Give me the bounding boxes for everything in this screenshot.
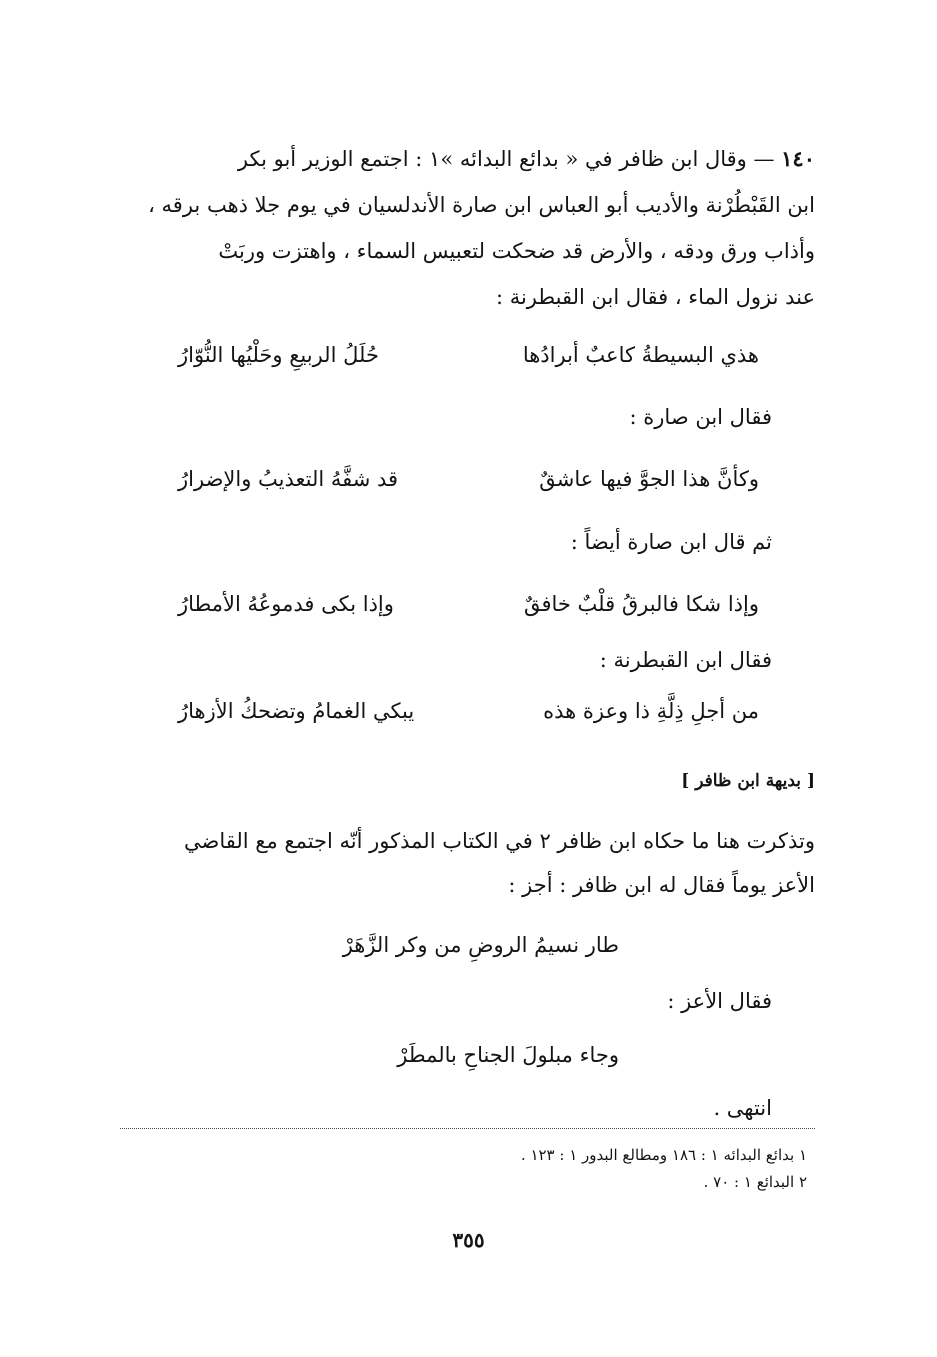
page-number: ٣٥٥ bbox=[452, 1228, 485, 1252]
section-heading: [ بديهة ابن ظافر ] bbox=[681, 771, 815, 791]
verse-2-first-hemistich: وكأنَّ هذا الجوَّ فيها عاشقٌ bbox=[539, 467, 759, 491]
intro-line-3: ثم قال ابن صارة أيضاً : bbox=[570, 530, 772, 554]
paragraph-2-line-2: الأعز يوماً فقال له ابن ظافر : أجز : bbox=[508, 873, 815, 897]
intro-line-4: فقال ابن القبطرنة : bbox=[599, 648, 772, 672]
verse-4-second-hemistich: يبكي الغمامُ وتضحكُ الأزهارُ bbox=[178, 699, 415, 723]
verse-3-first-hemistich: وإذا شكا فالبرقُ قلْبٌ خافقٌ bbox=[523, 592, 759, 616]
paragraph-1-line-4: عند نزول الماء ، فقال ابن القبطرنة : bbox=[495, 285, 815, 309]
half-verse-1: طار نسيمُ الروضِ من وكر الزَّهَرْ bbox=[342, 933, 619, 957]
paragraph-1-line-3: وأذاب ورق ودقه ، والأرض قد ضحكت لتعبيس السماء ، واهتزت وربَتْ bbox=[218, 239, 815, 263]
entry-number: ١٤٠ bbox=[781, 146, 815, 171]
paragraph-1-line-1 bbox=[238, 144, 815, 174]
verse-3-second-hemistich: وإذا بكى فدموعُهُ الأمطارُ bbox=[178, 592, 394, 616]
footnote-separator bbox=[120, 1128, 815, 1129]
paragraph-1-line-1-text: — وقال ابن ظافر في « بدائع البدائه »١ : اجتمع الوزير أبو بكر bbox=[237, 147, 775, 171]
footnote-1: ١ بدائع البدائه ١ : ١٨٦ ومطالع البدور ١ : ١٢٣ . bbox=[520, 1146, 807, 1164]
paragraph-2-line-1: وتذكرت هنا ما حكاه ابن ظافر ٢ في الكتاب المذكور أنّه اجتمع مع القاضي bbox=[184, 829, 815, 853]
verse-1-second-hemistich: حُلَلُ الربيعِ وحَلْيُها النُّوّارُ bbox=[178, 343, 379, 367]
verse-1-first-hemistich: هذي البسيطةُ كاعبٌ أبرادُها bbox=[522, 343, 759, 367]
ending-text: انتهى . bbox=[713, 1096, 772, 1120]
paragraph-1-line-2: ابن القَبْطُرْنة والأديب أبو العباس ابن صارة الأندلسيان في يوم جلا ذهب برقه ، bbox=[148, 193, 815, 217]
footnote-2: ٢ البدائع ١ : ٧٠ . bbox=[703, 1173, 807, 1191]
half-verse-2: وجاء مبلولَ الجناحِ بالمطَرْ bbox=[397, 1043, 619, 1067]
verse-2-second-hemistich: قد شفَّهُ التعذيبُ والإضرارُ bbox=[178, 467, 399, 491]
intro-line-2: فقال ابن صارة : bbox=[629, 405, 772, 429]
intro-line-5: فقال الأعز : bbox=[667, 989, 772, 1013]
verse-4-first-hemistich: من أجلِ ذِلَّةِ ذا وعزة هذه bbox=[543, 699, 759, 723]
